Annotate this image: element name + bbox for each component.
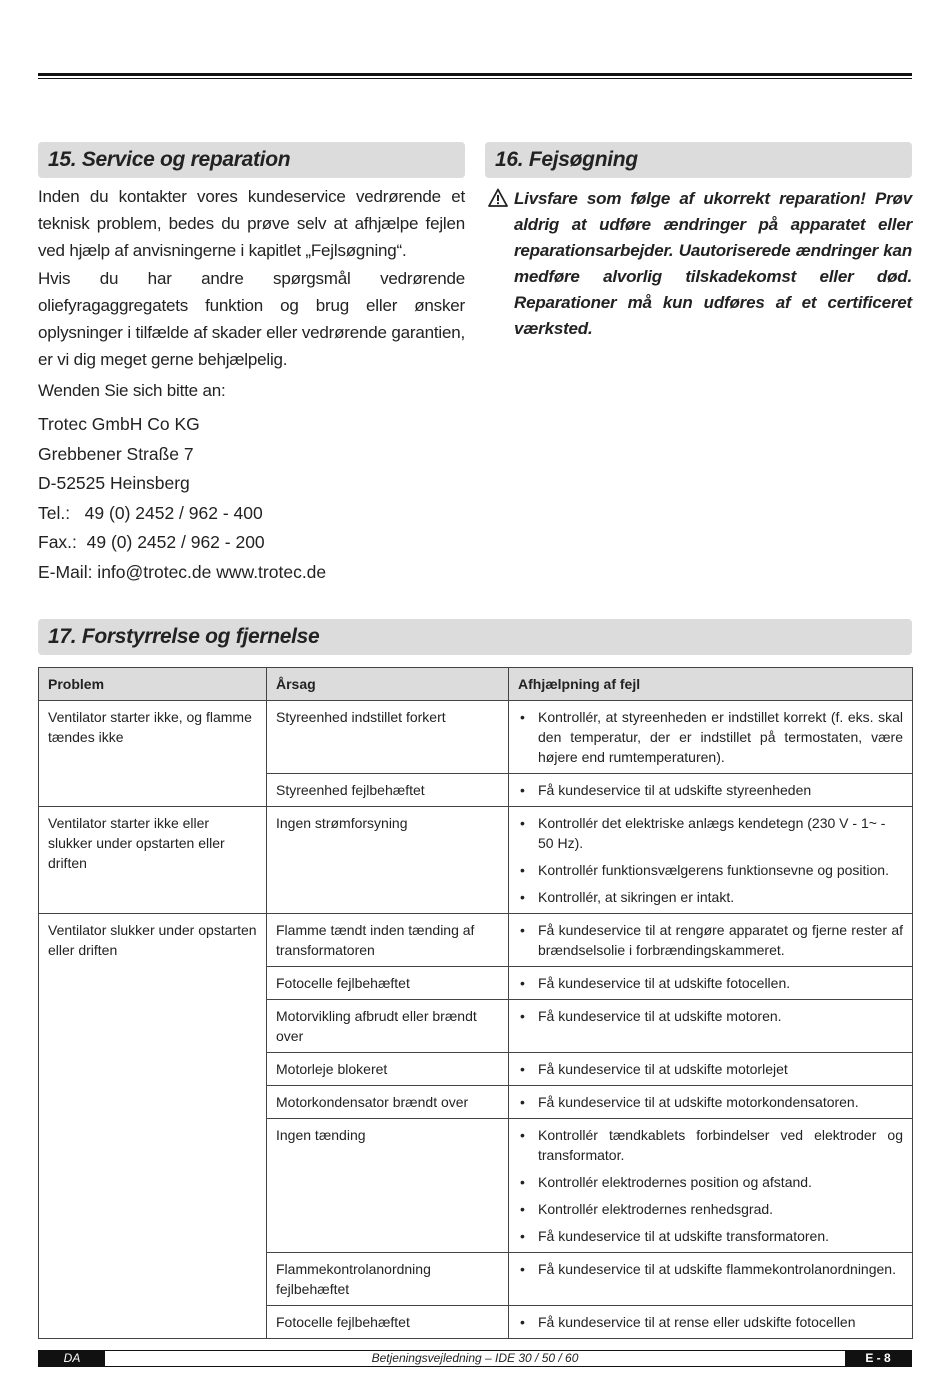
problem-cell xyxy=(39,774,267,807)
address-line-company: Trotec GmbH Co KG xyxy=(38,414,200,434)
problem-cell xyxy=(39,1119,267,1253)
problem-cell xyxy=(39,967,267,1000)
remedy-cell xyxy=(509,1000,913,1053)
remedy-cell xyxy=(509,701,913,774)
remedy-item: • Kontrollér tændkablets forbindelser ved elektroder og transformator. xyxy=(518,1125,903,1165)
top-rule xyxy=(38,73,912,76)
address-line-city: D-52525 Heinsberg xyxy=(38,473,190,493)
footer-title: Betjeningsvejledning – IDE 30 / 50 / 60 xyxy=(371,1351,579,1365)
table-row xyxy=(39,701,913,774)
problem-cell xyxy=(39,1306,267,1339)
remedy-item: • Få kundeservice til at rense eller udskifte fotocellen xyxy=(518,1312,903,1332)
contact-address xyxy=(38,410,465,587)
remedy-item: • Kontrollér elektrodernes position og afstand. xyxy=(518,1172,903,1192)
remedy-cell xyxy=(509,774,913,807)
problem-cell: Ventilator starter ikke, og flamme tændes ikke xyxy=(39,701,267,774)
remedy-cell xyxy=(509,1086,913,1119)
address-line-phone: Tel.: 49 (0) 2452 / 962 - 400 xyxy=(38,502,263,523)
header-cause: Årsag xyxy=(267,668,509,701)
remedy-item: • Kontrollér, at styreenheden er indstillet korrekt (f. eks. skal den temperatur, der er indstillet på termostaten, være højere end rumtemperaturen). xyxy=(518,707,903,767)
table-row xyxy=(39,1086,913,1119)
remedy-cell xyxy=(509,914,913,967)
remedy-item: • Få kundeservice til at udskifte transformatoren. xyxy=(518,1226,903,1246)
table-row xyxy=(39,1253,913,1306)
header-remedy: Afhjælpning af fejl xyxy=(509,668,913,701)
problem-cell xyxy=(39,1253,267,1306)
header-problem: Problem xyxy=(39,668,267,701)
cause-cell: Motorvikling afbrudt eller brændt over xyxy=(267,1000,509,1053)
section-15-heading: 15. Service og reparation xyxy=(38,142,465,178)
remedy-cell xyxy=(509,1306,913,1339)
problem-cell xyxy=(39,1053,267,1086)
problem-cell: Ventilator starter ikke eller slukker under opstarten eller driften xyxy=(39,807,267,914)
table-row xyxy=(39,914,913,967)
section-16-heading: 16. Fejsøgning xyxy=(485,142,912,178)
address-line-fax: Fax.: 49 (0) 2452 / 962 - 200 xyxy=(38,532,265,552)
cause-cell: Motorleje blokeret xyxy=(267,1053,509,1086)
table-row xyxy=(39,1000,913,1053)
table-row xyxy=(39,807,913,914)
section-15-para-3 xyxy=(38,377,465,404)
cause-cell: Ingen tænding xyxy=(267,1119,509,1253)
address-line-email: E-Mail: info@trotec.de www.trotec.de xyxy=(38,561,327,582)
remedy-item: • Få kundeservice til at udskifte motorkondensatoren. xyxy=(518,1092,903,1112)
table-row xyxy=(39,1053,913,1086)
table-row xyxy=(39,774,913,807)
remedy-cell xyxy=(509,1253,913,1306)
cause-cell: Styreenhed fejlbehæftet xyxy=(267,774,509,807)
remedy-item: • Kontrollér elektrodernes renhedsgrad. xyxy=(518,1199,903,1219)
section-15-para-1 xyxy=(38,183,465,264)
cause-cell: Ingen strømforsyning xyxy=(267,807,509,914)
table-row xyxy=(39,1119,913,1253)
warning-text: Livsfare som følge af ukorrekt reparation! Prøv aldrig at udføre ændringer på apparatet eller reparationsarbejder. Uautoriserede ændringer kan medføre alvorlig tilskadekomst eller død. Reparationer må kun udføres af et certificeret værksted. xyxy=(514,189,912,338)
section-15-para-2 xyxy=(38,265,465,373)
table-row xyxy=(39,1306,913,1339)
problem-cell: Ventilator slukker under opstarten eller driften xyxy=(39,914,267,967)
remedy-item: • Kontrollér det elektriske anlægs kendetegn (230 V - 1~ - 50 Hz). xyxy=(518,813,903,853)
cause-cell: Motorkondensator brændt over xyxy=(267,1086,509,1119)
cause-cell: Flammekontrolanordning fejlbehæftet xyxy=(267,1253,509,1306)
problem-cell xyxy=(39,1000,267,1053)
top-rule-thin xyxy=(38,78,912,79)
remedy-item: • Få kundeservice til at udskifte fotocellen. xyxy=(518,973,903,993)
footer-language: DA xyxy=(39,1351,105,1366)
remedy-cell xyxy=(509,1053,913,1086)
cause-cell: Fotocelle fejlbehæftet xyxy=(267,967,509,1000)
warning-icon xyxy=(488,188,508,208)
remedy-item: • Få kundeservice til at udskifte motorlejet xyxy=(518,1059,903,1079)
page-footer xyxy=(38,1350,912,1367)
para-3-text: Wenden Sie sich bitte an: xyxy=(38,381,226,400)
address-line-street: Grebbener Straße 7 xyxy=(38,443,194,464)
problem-cell xyxy=(39,1086,267,1119)
remedy-item: • Få kundeservice til at rengøre apparatet og fjerne rester af brændselsolie i forbrændingskammeret. xyxy=(518,920,903,960)
table-row xyxy=(39,967,913,1000)
remedy-item: • Få kundeservice til at udskifte motoren. xyxy=(518,1006,903,1026)
remedy-cell xyxy=(509,1119,913,1253)
remedy-item: • Kontrollér, at sikringen er intakt. xyxy=(518,887,903,907)
remedy-cell xyxy=(509,807,913,914)
cause-cell: Fotocelle fejlbehæftet xyxy=(267,1306,509,1339)
fault-table xyxy=(38,667,913,1339)
table-header-row xyxy=(39,668,913,701)
remedy-cell xyxy=(509,967,913,1000)
remedy-item: • Få kundeservice til at udskifte flammekontrolanordningen. xyxy=(518,1259,903,1279)
para-1-text: Inden du kontakter vores kundeservice vedrørende et teknisk problem, bedes du prøve selv at afhjælpe fejlen ved hjælp af anvisningerne i kapitlet „Fejlsøgning“. xyxy=(38,187,465,260)
cause-cell: Flamme tændt inden tænding af transformatoren xyxy=(267,914,509,967)
remedy-item: • Kontrollér funktionsvælgerens funktionsevne og position. xyxy=(518,860,903,880)
section-17-heading: 17. Forstyrrelse og fjernelse xyxy=(38,619,912,655)
cause-cell: Styreenhed indstillet forkert xyxy=(267,701,509,774)
para-2-text: Hvis du har andre spørgsmål vedrørende oliefyragaggregatets funktion og brug eller ønsker oplysninger i tilfælde af skader eller vedrørende garantien, er vi dig meget gerne behjælpelig. xyxy=(38,269,465,369)
remedy-item: • Få kundeservice til at udskifte styreenheden xyxy=(518,780,903,800)
footer-page-number: E - 8 xyxy=(845,1351,911,1366)
